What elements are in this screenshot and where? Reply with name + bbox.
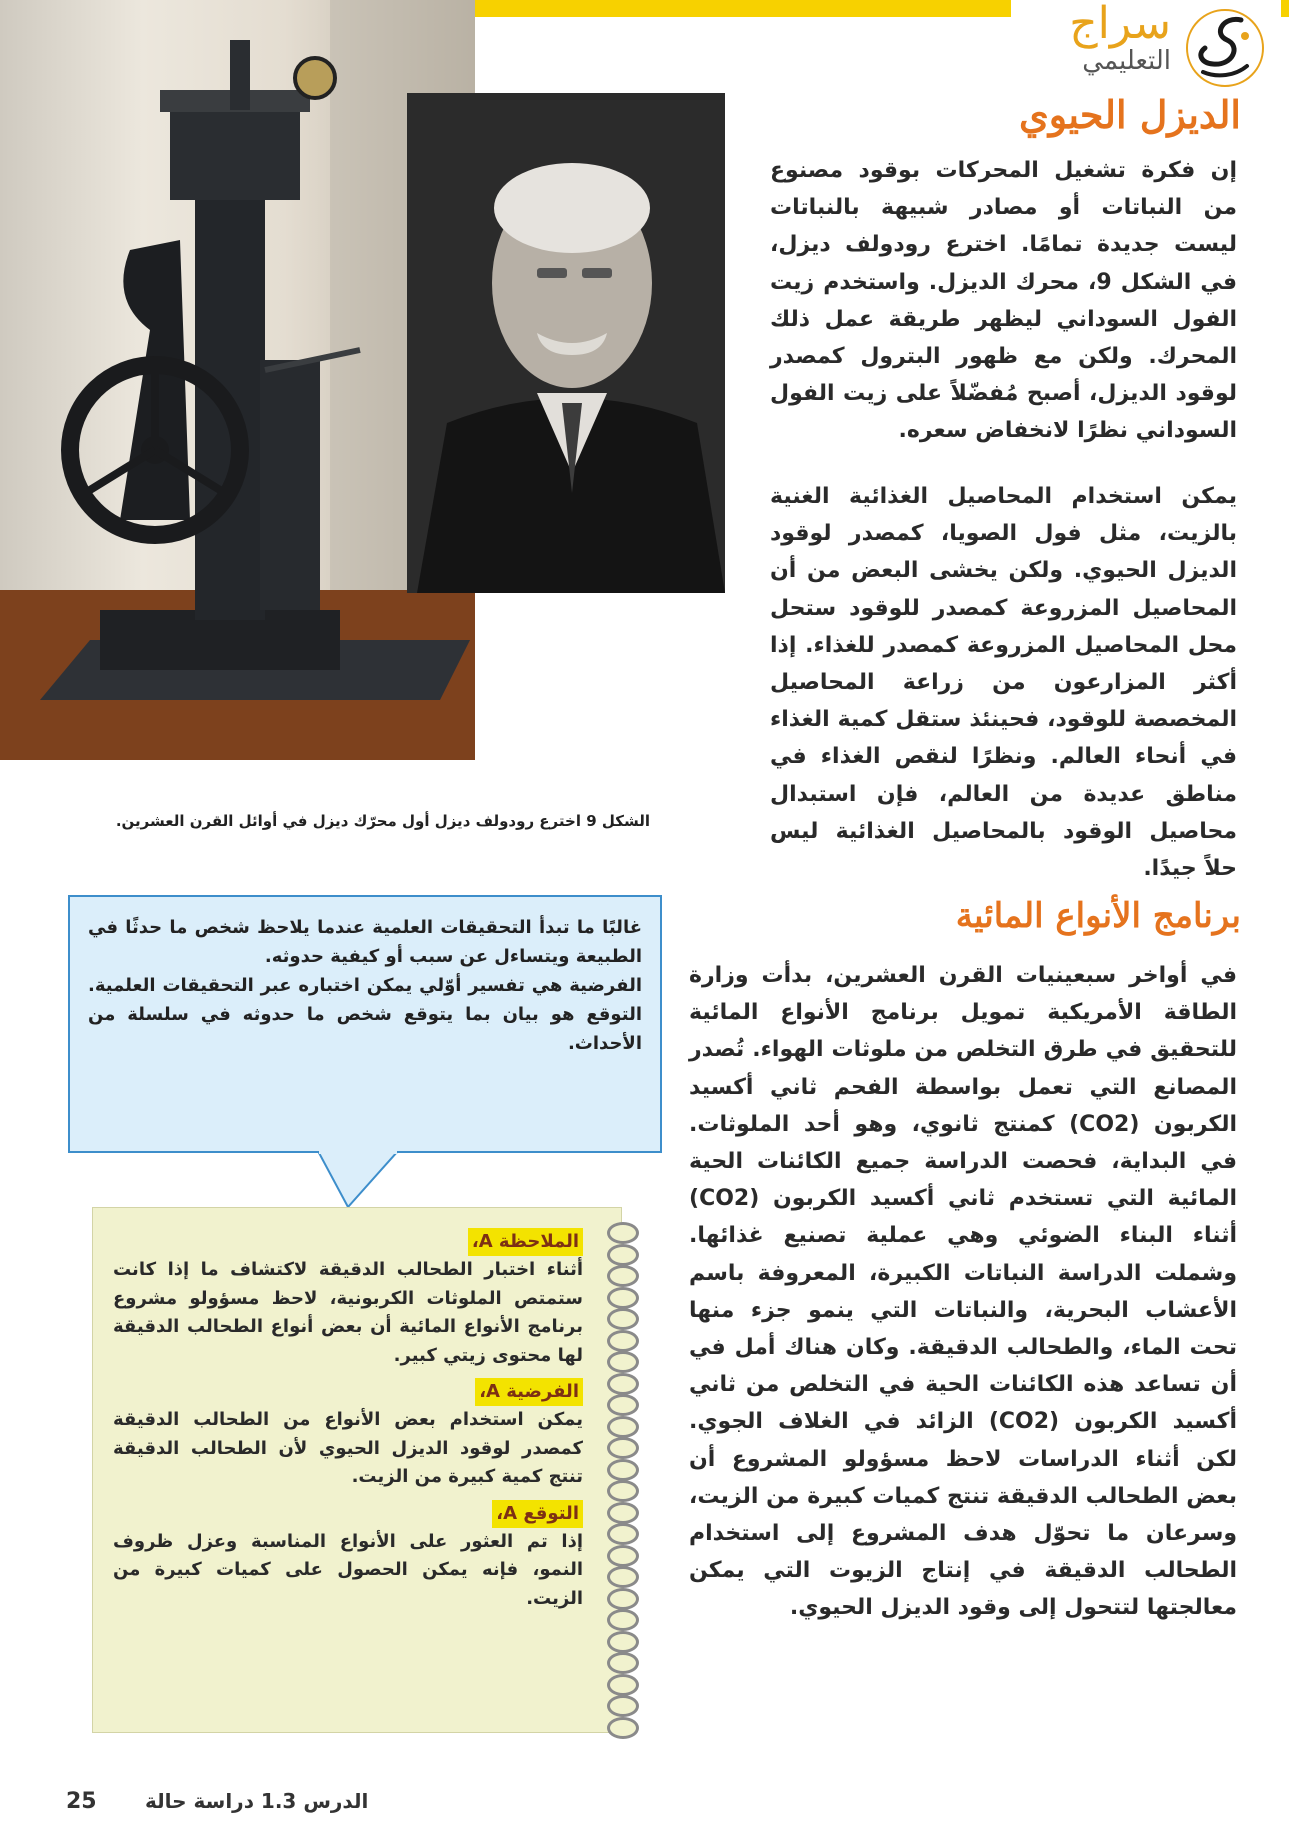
spiral-ring bbox=[607, 1394, 639, 1416]
note-prediction-text: إذا تم العثور على الأنواع المناسبة وعزل ظروف النمو، فإنه يمكن الحصول على كميات كبيرة من الزيت. bbox=[113, 1530, 583, 1609]
spiral-ring bbox=[607, 1695, 639, 1717]
spiral-ring bbox=[607, 1459, 639, 1481]
brand-subtitle: التعليمي bbox=[1082, 46, 1171, 76]
page-number: 25 bbox=[66, 1789, 97, 1814]
rudolf-diesel-portrait bbox=[407, 93, 725, 593]
spiral-ring bbox=[607, 1437, 639, 1459]
spiral-ring bbox=[607, 1416, 639, 1438]
paragraph-biodiesel-intro: إن فكرة تشغيل المحركات بوقود مصنوع من النباتات أو مصادر شبيهة بالنباتات ليست جديدة تمامًا. اخترع رودولف ديزل، في الشكل 9، محرك الديزل. واستخدم زيت الفول السوداني ليظهر طريقة عمل ذلك المحرك. ولكن مع ظهور البترول كمصدر لوقود الديزل، أصبح مُفضّلاً على زيت الفول السوداني نظرًا لانخفاض سعره. bbox=[770, 158, 1237, 444]
note-observation-title: الملاحظة A، bbox=[468, 1228, 583, 1256]
spiral-ring bbox=[607, 1717, 639, 1739]
spiral-ring bbox=[607, 1351, 639, 1373]
spiral-ring bbox=[607, 1674, 639, 1696]
lesson-label: الدرس 1.3 دراسة حالة bbox=[145, 1789, 369, 1813]
spiral-ring bbox=[607, 1330, 639, 1352]
spiral-ring bbox=[607, 1373, 639, 1395]
portrait-illustration bbox=[407, 93, 725, 593]
note-observation-text: أثناء اختبار الطحالب الدقيقة لاكتشاف ما إذا كانت ستمتص الملوثات الكربونية، لاحظ مسؤولو مشروع برنامج الأنواع المائية أن بعض أنواع الطحالب الدقيقة لها محتوى زيتي كبير. bbox=[113, 1259, 583, 1366]
spiral-ring bbox=[607, 1244, 639, 1266]
note-observation bbox=[113, 1228, 583, 1370]
spiral-ring bbox=[607, 1545, 639, 1567]
note-hypothesis-title: الفرضية A، bbox=[475, 1378, 583, 1406]
section-heading-biodiesel: الديزل الحيوي bbox=[1019, 92, 1241, 137]
spiral-ring bbox=[607, 1287, 639, 1309]
note-hypothesis bbox=[113, 1378, 583, 1492]
spiral-ring bbox=[607, 1265, 639, 1287]
paragraph-food-crops: يمكن استخدام المحاصيل الغذائية الغنية بالزيت، مثل فول الصويا، كمصدر لوقود الديزل الحيوي. ولكن يخشى البعض من أن المحاصيل المزروعة كمصدر للوقود ستحل محل المحاصيل المزروعة كمصدر للغذاء. إذا أكثر المزارعون من زراعة المحاصيل المخصصة للوقود، فحينئذ ستقل كمية الغذاء في أنحاء العالم. ونظرًا لنقص الغذاء في مناطق عديدة من العالم، فإن استبدال محاصيل الوقود بالمحاصيل الغذائية ليس حلاً جيدًا. bbox=[770, 484, 1237, 882]
spiral-ring bbox=[607, 1609, 639, 1631]
calligraphy-logo-icon bbox=[1183, 6, 1267, 90]
spiral-binding bbox=[603, 1208, 643, 1732]
spiral-ring bbox=[607, 1502, 639, 1524]
brand-name: سراج bbox=[1069, 0, 1171, 49]
callout-pointer bbox=[318, 1151, 398, 1211]
notebook-notes bbox=[92, 1207, 622, 1733]
spiral-ring bbox=[607, 1308, 639, 1330]
note-hypothesis-text: يمكن استخدام بعض الأنواع من الطحالب الدقيقة كمصدر لوقود الديزل الحيوي لأن الطحالب الدقيقة تنتج كمية كبيرة من الزيت. bbox=[113, 1409, 583, 1487]
paragraph-aquatic-program: في أواخر سبعينيات القرن العشرين، بدأت وزارة الطاقة الأمريكية تمويل برنامج الأنواع المائية للتحقيق في طرق التخلص من ملوثات الهواء. تُصدر المصانع التي تعمل بواسطة الفحم ثاني أكسيد الكربون (CO2) كمنتج ثانوي، وهو أحد الملوثات. في البداية، فحصت الدراسة جميع الكائنات الحية المائية التي تستخدم ثاني أكسيد الكربون (CO2) أثناء البناء الضوئي وهي عملية تصنيع غذائها. وشملت الدراسة النباتات الكبيرة، المعروفة باسم الأعشاب البحرية، والنباتات التي ينمو جزء منها تحت الماء، والطحالب الدقيقة. وكان هناك أمل في أن تساعد هذه الكائنات الحية في التخلص من ثاني أكسيد الكربون (CO2) الزائد في الغلاف الجوي. لكن أثناء الدراسات لاحظ مسؤولو المشروع أن بعض الطحالب الدقيقة تنتج كميات كبيرة من الزيت، وسرعان ما تحوّل هدف المشروع إلى استخدام الطحالب الدقيقة في إنتاج الزيوت التي يمكن معالجتها لتتحول إلى وقود الديزل الحيوي. bbox=[689, 963, 1237, 1621]
spiral-ring bbox=[607, 1631, 639, 1653]
spiral-ring bbox=[607, 1652, 639, 1674]
diesel-engine-photo bbox=[0, 0, 475, 760]
brand-logo bbox=[1011, 0, 1281, 92]
spiral-ring bbox=[607, 1588, 639, 1610]
figure-caption: الشكل 9 اخترع رودولف ديزل أول محرّك ديزل في أوائل القرن العشرين. bbox=[115, 812, 650, 830]
section-heading-aquatic-species: برنامج الأنواع المائية bbox=[955, 896, 1241, 936]
spiral-ring bbox=[607, 1480, 639, 1502]
callout-observation-text: غالبًا ما تبدأ التحقيقات العلمية عندما يلاحظ شخص ما حدثًا في الطبيعة ويتساءل عن سبب أو كيفية حدوثه. bbox=[88, 917, 642, 967]
note-prediction bbox=[113, 1500, 583, 1614]
note-prediction-title: التوقع A، bbox=[492, 1500, 583, 1528]
spiral-ring bbox=[607, 1523, 639, 1545]
definition-callout bbox=[68, 895, 662, 1153]
spiral-ring bbox=[607, 1222, 639, 1244]
callout-hypothesis-text: الفرضية هي تفسير أوّلي يمكن اختباره عبر التحقيقات العلمية. التوقع هو بيان بما يتوقع شخص ما حدوثه في سلسلة من الأحداث. bbox=[88, 975, 642, 1054]
engine-illustration bbox=[0, 0, 475, 760]
spiral-ring bbox=[607, 1566, 639, 1588]
